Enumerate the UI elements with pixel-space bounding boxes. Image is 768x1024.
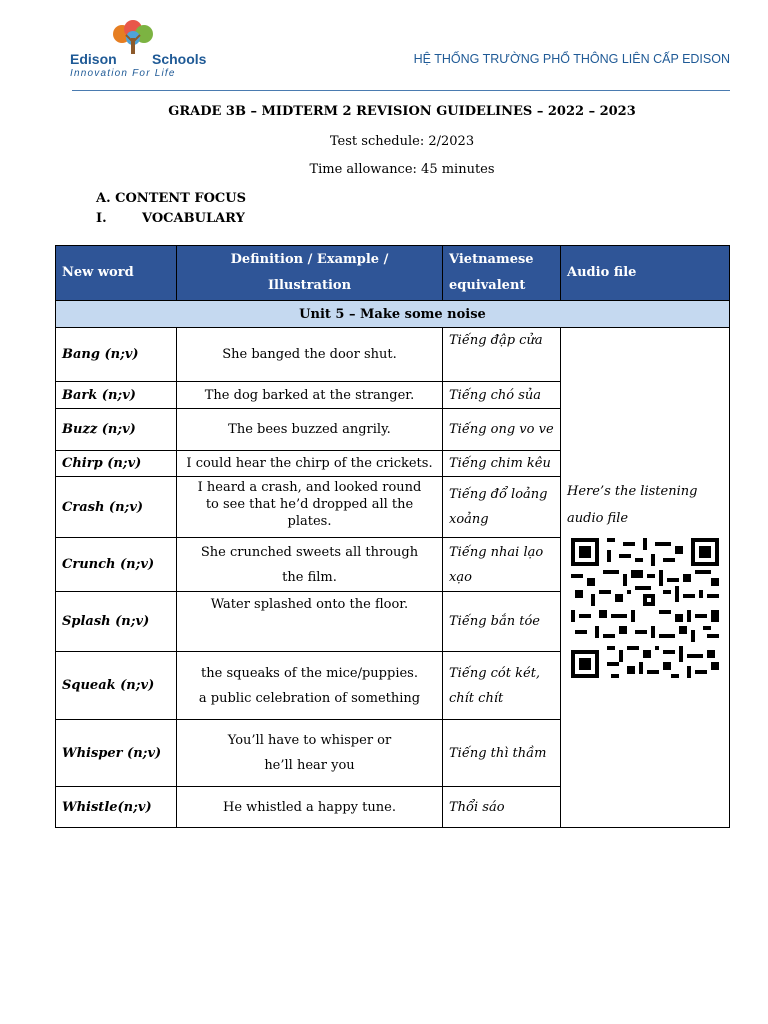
definition-line2: he’ll hear you <box>264 758 355 773</box>
unit-row <box>56 301 730 328</box>
header-new-word: New word <box>56 246 177 301</box>
vocabulary-table <box>55 245 730 828</box>
audio-text-line1: Here’s the listening <box>567 483 698 499</box>
header-audio: Audio file <box>561 246 730 301</box>
header-vietnamese-line1: Vietnamese <box>449 252 534 267</box>
vietnamese-cell: Tiếng chó sủa <box>443 382 561 409</box>
time-allowance: Time allowance: 45 minutes <box>309 162 495 177</box>
header-definition-line2: Illustration <box>267 278 352 293</box>
word-cell: Buzz (n;v) <box>56 409 177 451</box>
tree-logo-icon <box>108 20 158 54</box>
vietnamese-cell: Tiếng thì thầm <box>443 720 561 787</box>
definition-line2: the film. <box>282 569 337 585</box>
definition-cell: The dog barked at the stranger. <box>177 382 443 409</box>
definition-cell: The bees buzzed angrily. <box>177 409 443 451</box>
vietnamese-cell: Tiếng bắn tóe <box>443 592 561 652</box>
definition-line1: She crunched sweets all through <box>200 544 419 560</box>
header-vietnamese <box>443 246 561 301</box>
definition-cell <box>177 720 443 787</box>
definition-cell: I could hear the chirp of the crickets. <box>177 451 443 477</box>
vietnamese-cell <box>443 477 561 538</box>
header-definition-line1: Definition / Example / <box>230 252 389 267</box>
definition-cell <box>177 652 443 720</box>
word-cell: Crash (n;v) <box>56 477 177 538</box>
word-cell: Bang (n;v) <box>56 328 177 382</box>
qr-code-icon[interactable] <box>571 538 719 678</box>
word-cell: Whisper (n;v) <box>56 720 177 787</box>
word-cell: Squeak (n;v) <box>56 652 177 720</box>
word-cell: Chirp (n;v) <box>56 451 177 477</box>
section-a-heading: A. CONTENT FOCUS <box>96 191 246 206</box>
vietnamese-cell: Tiếng chim kêu <box>443 451 561 477</box>
definition-line1: the squeaks of the mice/puppies. <box>201 665 418 681</box>
definition-cell: Water splashed onto the floor. <box>177 592 443 652</box>
definition-line1: You’ll have to whisper or <box>227 733 392 748</box>
section-i-label: VOCABULARY <box>142 211 245 226</box>
vietnamese-cell: Thổi sáo <box>443 787 561 828</box>
unit-title: Unit 5 – Make some noise <box>56 301 730 328</box>
vietnamese-line2: chít chít <box>449 690 504 706</box>
vietnamese-cell: Tiếng ong vo ve <box>443 409 561 451</box>
logo-tagline: Innovation For Life <box>70 68 176 79</box>
definition-cell: She banged the door shut. <box>177 328 443 382</box>
edison-schools-logo <box>70 20 207 82</box>
vietnamese-line1: Tiếng nhai lạo <box>449 544 544 560</box>
vietnamese-cell <box>443 652 561 720</box>
vietnamese-line2: xạo <box>449 569 472 585</box>
word-cell: Crunch (n;v) <box>56 538 177 592</box>
word-cell: Splash (n;v) <box>56 592 177 652</box>
page-header <box>0 0 768 92</box>
header-vietnamese-line2: equivalent <box>449 278 526 293</box>
vietnamese-line1: Tiếng đổ loảng <box>449 487 548 502</box>
header-definition <box>177 246 443 301</box>
vietnamese-cell <box>443 538 561 592</box>
test-schedule: Test schedule: 2/2023 <box>329 134 475 149</box>
definition-line1: I heard a crash, and looked round <box>197 480 422 495</box>
audio-cell <box>561 328 730 828</box>
vietnamese-cell: Tiếng đập cửa <box>443 328 561 382</box>
definition-cell: He whistled a happy tune. <box>177 787 443 828</box>
word-cell: Whistle(n;v) <box>56 787 177 828</box>
table-row <box>56 328 730 382</box>
audio-text-line2: audio file <box>567 510 629 526</box>
definition-cell <box>177 538 443 592</box>
definition-line2: a public celebration of something <box>198 690 421 706</box>
vietnamese-line1: Tiếng cót két, <box>449 665 541 681</box>
section-i-heading <box>96 211 245 226</box>
header-divider <box>72 90 730 91</box>
definition-line2: to see that he’d dropped all the plates. <box>205 497 414 529</box>
word-cell: Bark (n;v) <box>56 382 177 409</box>
document-title: GRADE 3B – MIDTERM 2 REVISION GUIDELINES – 2022 – 2023 <box>168 104 636 119</box>
school-system-name: HỆ THỐNG TRƯỜNG PHỔ THÔNG LIÊN CẤP EDISON <box>413 52 730 66</box>
logo-name-left: Edison <box>70 51 117 67</box>
definition-cell <box>177 477 443 538</box>
section-i-number: I. <box>96 211 107 226</box>
table-header-row <box>56 246 730 301</box>
logo-name-right: Schools <box>152 51 207 67</box>
vietnamese-line2: xoảng <box>449 512 489 527</box>
